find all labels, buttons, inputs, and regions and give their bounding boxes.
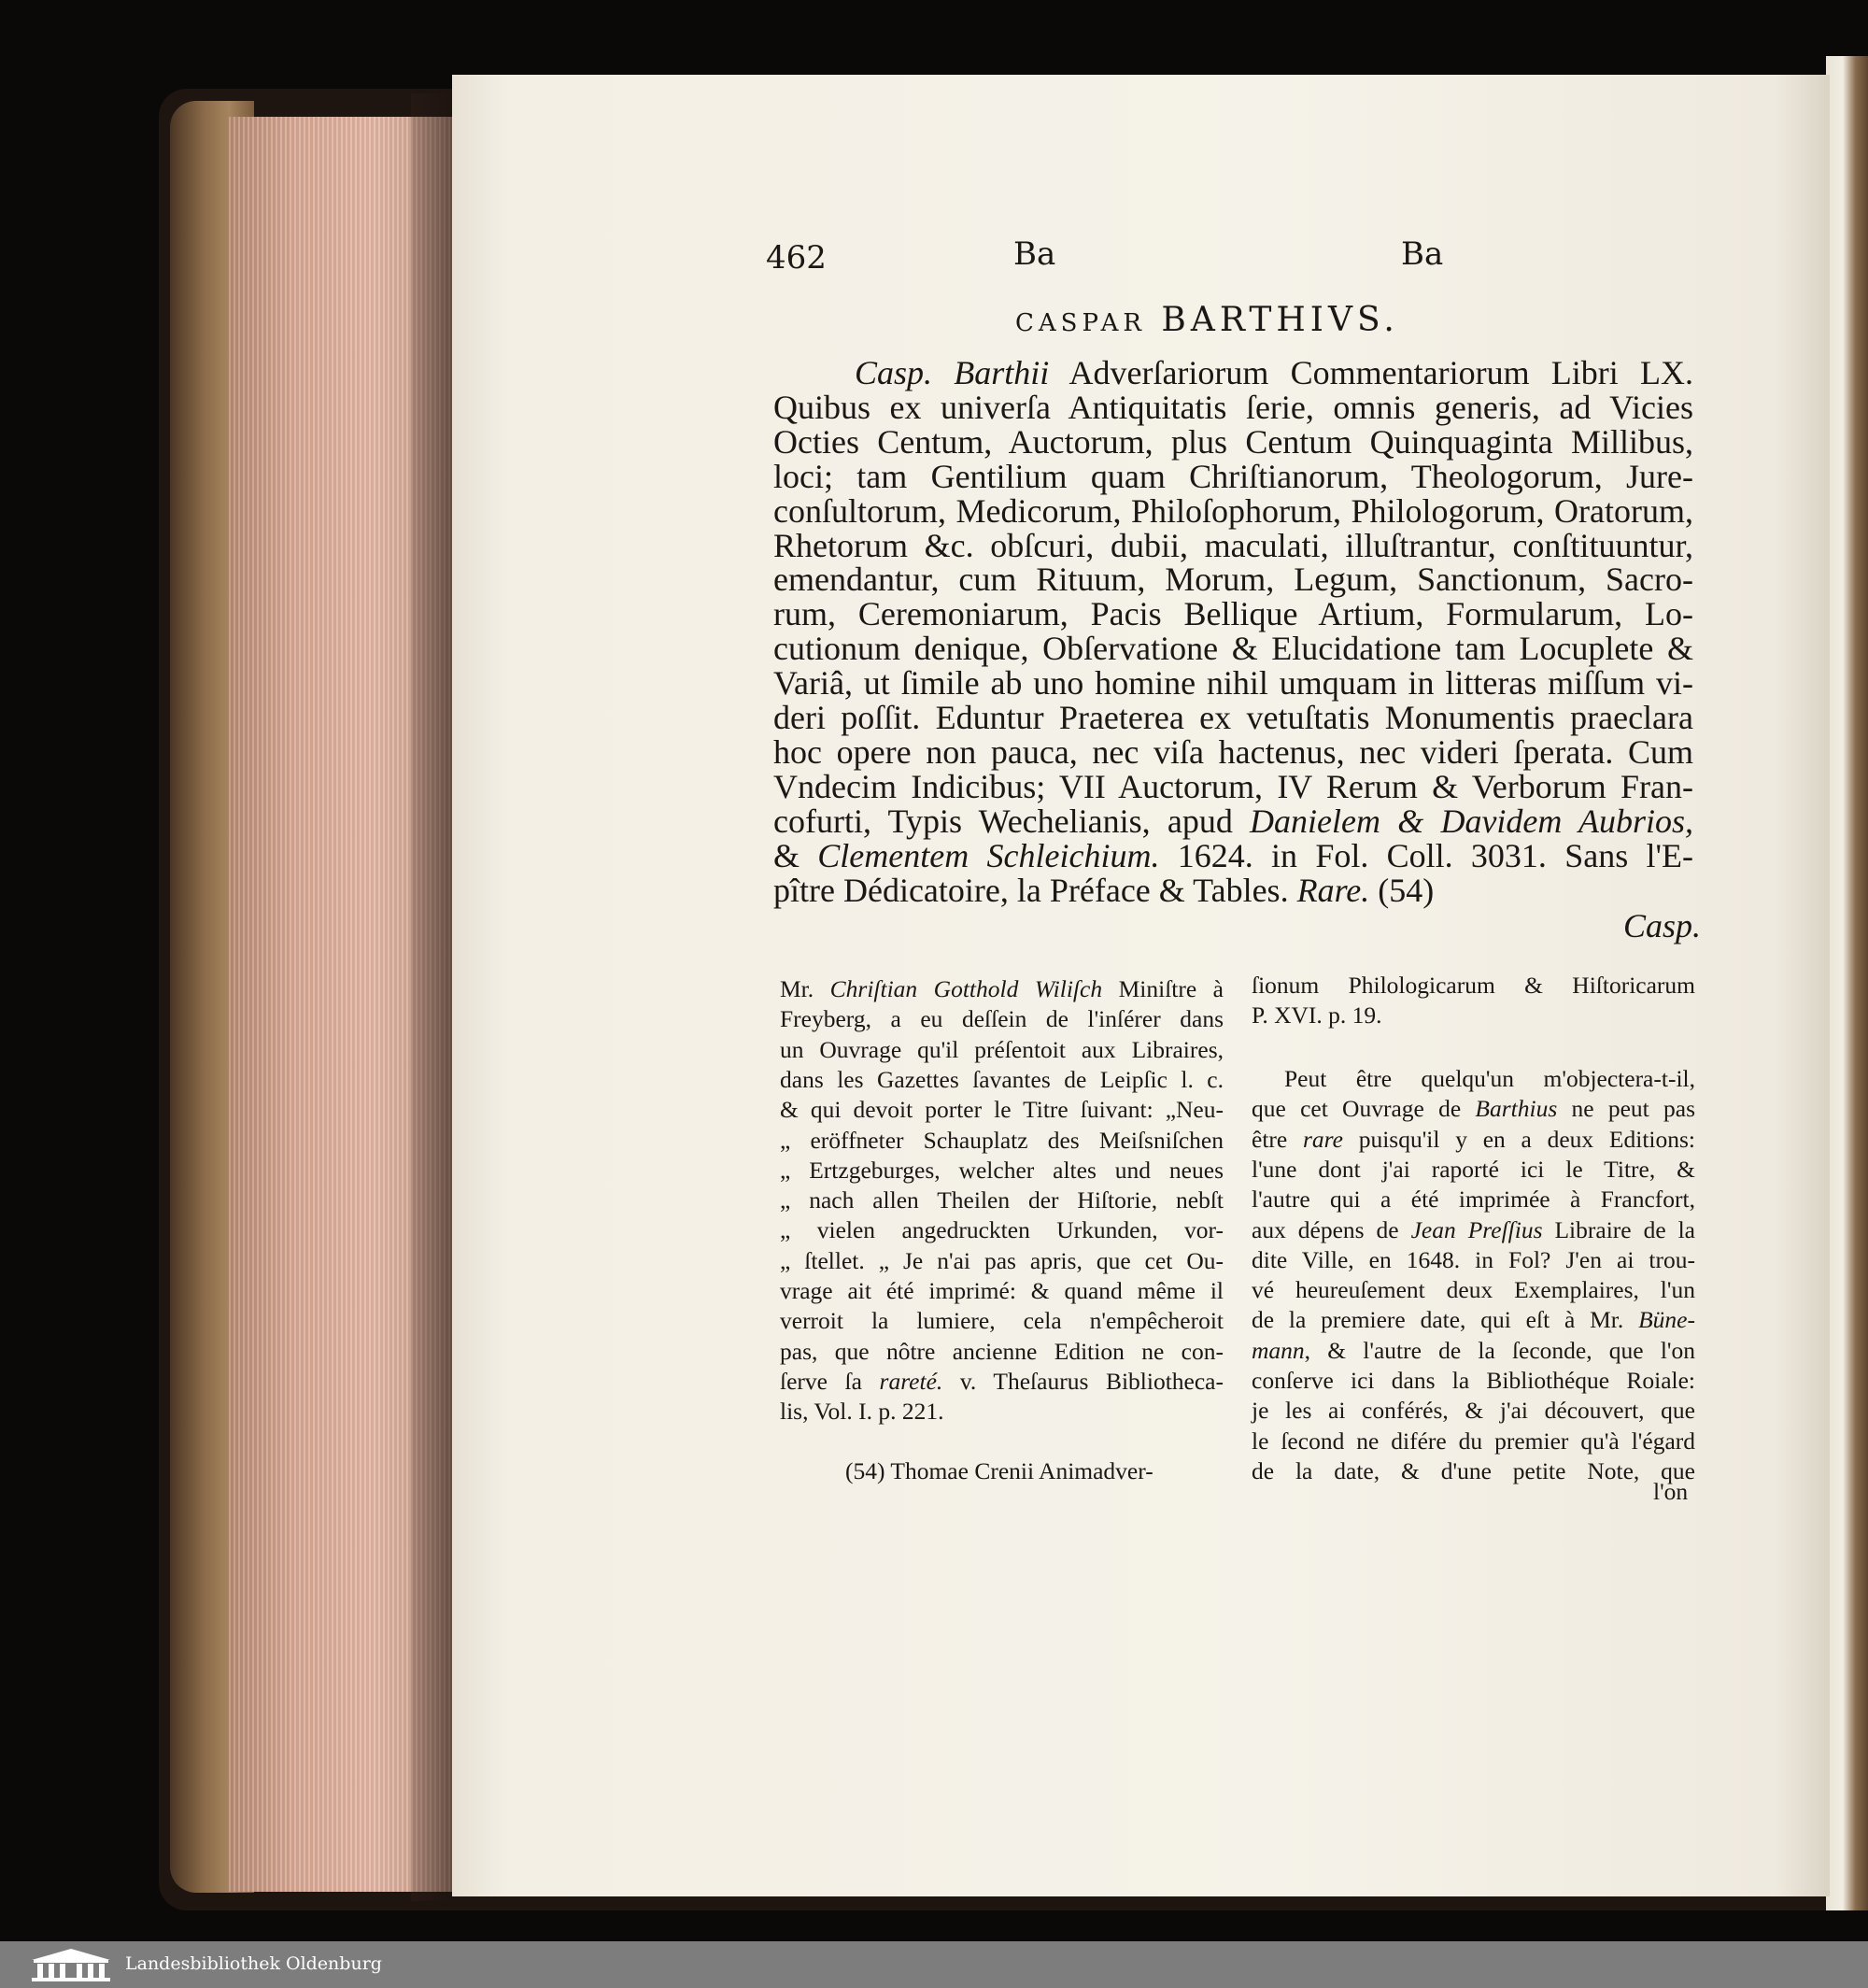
text-segment: Peut être quelqu'un m'objectera-t-il, [1284, 1065, 1695, 1092]
note-line [780, 1127, 1224, 1155]
text-segment: ſionum Philologicarum & Hiſtoricarum [1252, 972, 1695, 999]
text-segment: „ ſtellet. „ Je n'ai pas apris, que cet Ou- [780, 1246, 1224, 1274]
text-segment: pas, que nôtre ancienne Edition ne con- [780, 1337, 1224, 1365]
italic-segment: Danielem & Davidem Aubrios, [1250, 802, 1693, 840]
note-line [780, 1398, 1224, 1426]
text-segment: Quibus ex univerſa Antiquitatis ſerie, omnis generis, ad Vicies [773, 388, 1693, 426]
text-segment: Rhetorum &c. obſcuri, dubii, maculati, illuſtrantur, conſtituuntur, [773, 526, 1693, 564]
note-line [1252, 1001, 1695, 1030]
text-segment: que cet Ouvrage de [1252, 1095, 1476, 1123]
text-segment: Libraire de la [1542, 1215, 1696, 1243]
text-segment: , & l'autre de la ſeconde, que l'on [1304, 1336, 1695, 1364]
note-line [1252, 1095, 1695, 1123]
italic-segment: Rare. [1296, 871, 1370, 909]
page-edge-shadow [411, 93, 453, 1901]
main-text-line [773, 802, 1693, 841]
text-segment: & qui devoit porter le Titre ſuivant: „Neu- [780, 1096, 1224, 1124]
text-segment: Miniſtre à [1102, 975, 1224, 1002]
note-line [1252, 1397, 1695, 1425]
main-text-line [773, 629, 1693, 668]
text-segment: ne peut pas [1557, 1095, 1695, 1123]
title-last-name: BARTHIVS. [1161, 301, 1399, 339]
note-line [1284, 1065, 1695, 1093]
note-line [1252, 1306, 1695, 1334]
text-segment: „ vielen angedruckten Urkunden, vor- [780, 1216, 1224, 1244]
note-line [1252, 1427, 1695, 1456]
main-text-line [773, 422, 1693, 462]
text-segment: „ Ertzgeburges, welcher altes und neues [780, 1156, 1224, 1184]
italic-segment: mann [1252, 1336, 1305, 1364]
text-segment: aux dépens de [1252, 1215, 1411, 1243]
italic-segment: Jean Preſſius [1410, 1215, 1543, 1243]
text-segment: „ nach allen Theilen der Hiſtorie, nebſt [780, 1186, 1224, 1214]
text-segment: cofurti, Typis Wechelianis, apud [773, 802, 1251, 840]
text-segment: conſultorum, Medicorum, Philoſophorum, Philologorum, Oratorum, [773, 491, 1693, 530]
text-segment: loci; tam Gentilium quam Chriſtianorum, Theologorum, Jure- [773, 457, 1693, 495]
text-segment: deri poſſit. Eduntur Praeterea ex vetuſtatis Monumentis praeclara [773, 699, 1693, 736]
text-segment: 1624. in Fol. Coll. 3031. Sans l'E- [1159, 836, 1693, 874]
main-text-line [773, 388, 1693, 427]
text-segment: de la premiere date, qui eſt à Mr. [1252, 1306, 1639, 1334]
text-segment: un Ouvrage qu'il préſentoit aux Libraires, [780, 1035, 1224, 1063]
library-name: Landesbibliothek Oldenburg [125, 1953, 382, 1974]
title-first-name: CASPAR [1015, 309, 1146, 337]
note-line [780, 1216, 1224, 1244]
italic-segment: Barthius [1475, 1095, 1558, 1123]
running-head-right: Ba [1401, 235, 1444, 273]
text-segment: (54) [1369, 871, 1435, 909]
italic-segment: rareté. [879, 1367, 943, 1395]
footer-bar [0, 1941, 1868, 1988]
text-segment: je les ai conférés, & j'ai découvert, que [1252, 1397, 1695, 1425]
text-segment: de la date, & d'une petite Note, que [1252, 1456, 1695, 1484]
text-segment: Adverſariorum Commentariorum Libri LX. [1049, 354, 1693, 391]
note-line [780, 1338, 1224, 1366]
main-text-line [773, 491, 1693, 531]
book-cover-right [1826, 56, 1868, 1910]
text-segment: ſerve ſa [780, 1367, 880, 1395]
text-segment: Vndecim Indicibus; VII Auctorum, IV Rerum & Verborum Fran- [773, 767, 1693, 805]
text-segment: lis, Vol. I. p. 221. [780, 1398, 944, 1426]
main-text-line [855, 353, 1693, 392]
note-line [1252, 1276, 1695, 1304]
italic-segment: rare [1302, 1125, 1343, 1153]
text-segment: l'une dont j'ai raporté ici le Titre, & [1252, 1155, 1695, 1183]
italic-segment: Casp. Barthii [855, 354, 1050, 391]
text-segment: & [773, 836, 818, 874]
note-line [780, 1368, 1224, 1396]
text-segment: l'autre qui a été imprimée à Francfort, [1252, 1186, 1695, 1214]
italic-segment: Chriſtian Gotthold Wiliſch [829, 975, 1103, 1002]
note-line [780, 1036, 1224, 1064]
note-line [780, 1247, 1224, 1275]
note-line [1252, 1216, 1695, 1244]
catchword: Casp. [1623, 907, 1702, 944]
text-segment: hoc opere non pauca, nec viſa hactenus, nec videri ſperata. Cum [773, 732, 1693, 771]
note-line [780, 1307, 1224, 1335]
note-line [780, 1157, 1224, 1185]
text-segment: „ eröffneter Schauplatz des Meiſsniſchen [780, 1126, 1224, 1154]
main-text-line [773, 767, 1693, 806]
note-line [1252, 1367, 1695, 1395]
main-text-line [773, 594, 1693, 633]
main-text-line [773, 457, 1693, 496]
note-line [1252, 1246, 1695, 1274]
text-segment: puisqu'il y en a deux Editions: [1342, 1125, 1695, 1153]
text-segment: verroit la lumiere, cela n'empêcheroit [780, 1307, 1224, 1335]
main-text-line [773, 732, 1693, 772]
text-segment: vrage ait été imprimé: & quand même il [780, 1277, 1224, 1304]
note-line [780, 1096, 1224, 1124]
text-segment: pître Dédicatoire, la Préface & Tables. [773, 871, 1297, 909]
main-text-line [773, 560, 1693, 599]
right-catchword: l'on [1653, 1478, 1689, 1505]
main-text-line [773, 698, 1693, 737]
entry-title [1015, 301, 1399, 339]
note-line [780, 1005, 1224, 1033]
note-line [1252, 1337, 1695, 1365]
text-segment: le ſecond ne difére du premier qu'à l'égard [1252, 1427, 1695, 1455]
text-segment: P. XVI. p. 19. [1252, 1001, 1382, 1030]
main-text-line [773, 526, 1693, 565]
text-segment: dans les Gazettes ſavantes de Leipſic l. c. [780, 1065, 1224, 1093]
main-text-line [773, 836, 1693, 875]
note-line [780, 1066, 1224, 1094]
text-segment: cutionum denique, Obſervatione & Elucidatione tam Locuplete & [773, 630, 1693, 668]
running-head-left: Ba [1013, 235, 1056, 273]
text-segment: dite Ville, en 1648. in Fol? J'en ai trou- [1252, 1245, 1695, 1273]
text-segment: être [1252, 1125, 1303, 1153]
text-segment: emendantur, cum Rituum, Morum, Legum, Sanctionum, Sacro- [773, 561, 1693, 599]
italic-segment: Büne- [1638, 1306, 1695, 1334]
text-segment: Freyberg, a eu deſſein de l'inſérer dans [780, 1005, 1224, 1033]
main-text-line [773, 871, 1693, 910]
main-text-line [773, 663, 1693, 703]
text-segment: Variâ, ut ſimile ab uno homine nihil umquam in litteras miſſum vi- [773, 664, 1693, 703]
note-line [1252, 972, 1695, 1000]
text-segment: vé heureuſement deux Exemplaires, l'un [1252, 1276, 1695, 1304]
text-segment: rum, Ceremoniarum, Pacis Bellique Artium, Formularum, Lo- [773, 595, 1693, 633]
text-segment: Octies Centum, Auctorum, plus Centum Quinquaginta Millibus, [773, 422, 1693, 461]
library-building-icon [28, 1947, 114, 1982]
note-line [1252, 1457, 1695, 1485]
page-number: 462 [766, 239, 827, 277]
note-line [780, 1277, 1224, 1305]
note-line [780, 1186, 1224, 1214]
text-segment: conſerve ici dans la Bibliothéque Roiale: [1252, 1367, 1695, 1394]
note-line [780, 975, 1224, 1003]
note-54: (54) Thomae Crenii Animadver- [845, 1457, 1153, 1484]
note-line [1252, 1126, 1695, 1154]
text-segment: v. Theſaurus Bibliotheca- [942, 1367, 1224, 1395]
note-line [1252, 1156, 1695, 1184]
text-segment: Mr. [780, 975, 830, 1002]
note-line [1252, 1186, 1695, 1214]
italic-segment: Clementem Schleichium. [817, 836, 1160, 874]
